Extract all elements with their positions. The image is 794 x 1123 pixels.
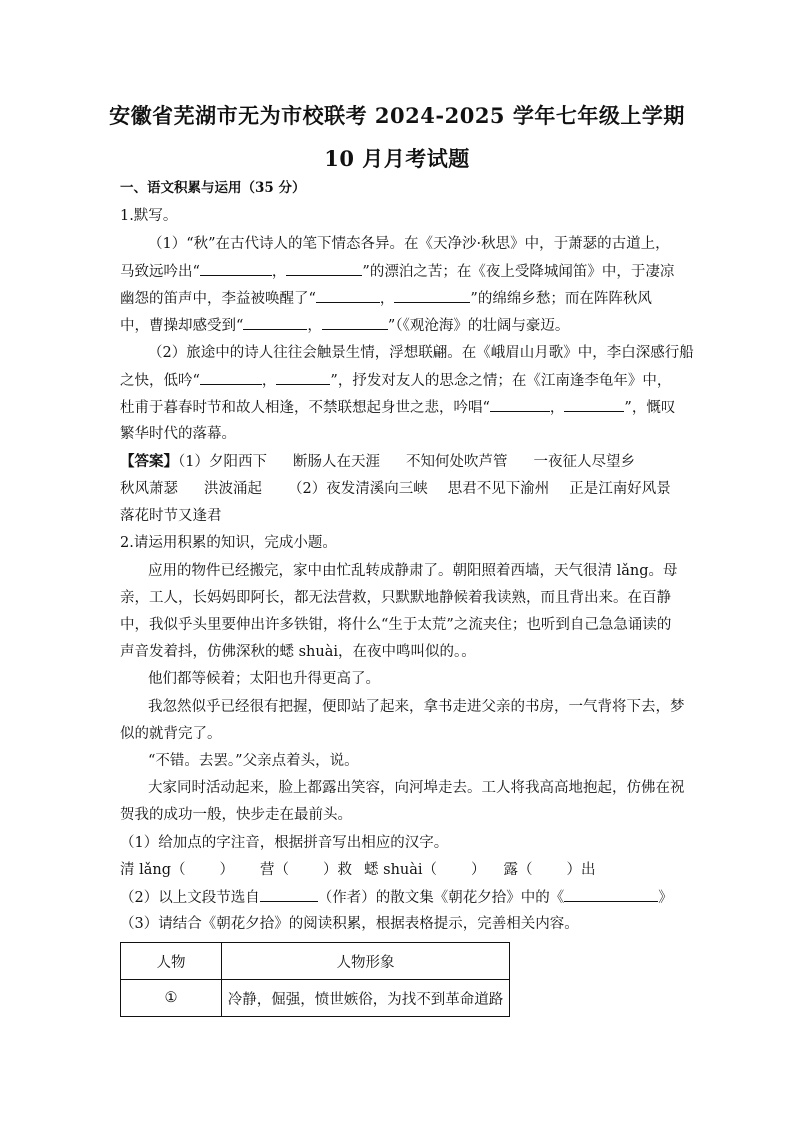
answer-item: 洪波涌起 (204, 481, 262, 497)
answer-item: （2）夜发清溪向三峡 (288, 481, 428, 497)
pinyin-item: 露（ (503, 862, 533, 878)
text: ”（《观沧海》的壮阔与豪迈。 (387, 318, 570, 334)
passage-line: 中，我似乎头里要伸出许多铁钳，将什么“生于太荒”之流夹住；也听到自己急急诵读的 (120, 617, 672, 633)
text: 》 (658, 890, 673, 906)
table-cell: 冷静，倔强，愤世嫉俗，为找不到革命道路 (222, 980, 510, 1017)
passage-line: 贺我的成功一般，快步走在最前头。 (120, 807, 352, 823)
question-1-label: 1.默写。 (120, 208, 178, 224)
table-header-cell: 人物形象 (222, 943, 510, 980)
answer-item: 一夜征人尽望乡 (533, 454, 635, 470)
fill-blank[interactable] (394, 288, 470, 303)
sub-question-3: （3）请结合《朝花夕拾》的阅读积累，根据表格提示，完善相关内容。 (120, 916, 579, 932)
text: ”，抒发对友人的思念之情；在《江南逢李龟年》中， (330, 373, 672, 389)
q1-p2-line3 (120, 397, 680, 418)
sub-question-1-items (120, 860, 680, 880)
answer-item: 断肠人在天涯 (292, 454, 380, 470)
q1-p1-line2 (120, 261, 680, 282)
fill-blank[interactable] (200, 261, 272, 276)
question-2-label: 2.请运用积累的知识，完成小题。 (120, 535, 337, 551)
q1-p2-line4: 繁华时代的落幕。 (120, 426, 236, 442)
text: ） (219, 862, 235, 878)
table-header-row (121, 943, 510, 980)
section-heading: 一、语文积累与运用（35 分） (120, 180, 306, 196)
q1-p1-line4 (120, 315, 680, 336)
fill-blank[interactable] (322, 315, 388, 330)
text: 马致远吟出“ (120, 264, 200, 280)
passage-line: “不错。去罢。”父亲点着头，说。 (148, 753, 359, 769)
answer-line-1 (120, 452, 680, 472)
text: ， (261, 373, 277, 389)
passage-line: 声音发着抖，仿佛深秋的蟋 shuài，在夜中鸣叫似的。。 (120, 644, 476, 660)
page-subtitle: 10 月月考试题 (324, 146, 470, 171)
fill-blank[interactable] (260, 887, 318, 902)
fill-blank[interactable] (490, 397, 550, 412)
table-row (121, 980, 510, 1017)
q1-p1-line3 (120, 288, 680, 309)
text: ， (271, 264, 287, 280)
text: 之快，低吟“ (120, 373, 200, 389)
passage-line: 我忽然似乎已经很有把握，便即站了起来，拿书走进父亲的书房，一气背将下去，梦 (148, 699, 685, 715)
sub-question-1: （1）给加点的字注音，根据拼音写出相应的汉字。 (120, 835, 449, 851)
text: 杜甫于暮春时节和故人相逢，不禁联想起身世之悲，吟唱“ (120, 400, 490, 416)
text: 中，曹操却感受到“ (120, 318, 244, 334)
passage-line: 亲，工人，长妈妈即阿长，都无法营救，只默默地静候着我读熟，而且背出来。在百静 (120, 590, 671, 606)
fill-blank[interactable] (564, 887, 658, 902)
text: （作者）的散文集《朝花夕拾》中的《 (317, 890, 565, 906)
text: ， (307, 318, 322, 334)
text: ， (549, 400, 565, 416)
answer-item: 思君不见下渝州 (447, 481, 550, 497)
text: ”，慨叹 (624, 400, 676, 416)
text: （2）以上文段节选自 (120, 890, 260, 906)
pinyin-item: 营（ (260, 862, 290, 878)
passage-line: 他们都等候着；太阳也升得更高了。 (148, 671, 380, 687)
answer-item: （1）夕阳西下 (178, 454, 267, 470)
text: ）救 (323, 862, 353, 878)
pinyin-item: 清 lǎng（ (120, 862, 186, 878)
sub-question-2 (120, 887, 680, 908)
pinyin-item: 蟋 shuài（ (364, 862, 438, 878)
answer-line-3: 落花时节又逢君 (120, 508, 222, 524)
text: ， (379, 291, 395, 307)
character-table (120, 942, 510, 1017)
passage-line: 似的就背完了。 (120, 726, 222, 742)
text: ）出 (566, 862, 596, 878)
text: 幽怨的笛声中，李益被唤醒了“ (120, 291, 316, 307)
answer-item: 秋风萧瑟 (120, 481, 178, 497)
fill-blank[interactable] (564, 397, 624, 412)
fill-blank[interactable] (276, 370, 330, 385)
text: ”的漂泊之苦；在《夜上受降城闻笛》中，于凄凉 (362, 264, 675, 280)
q1-p1-line1: （1）“秋”在古代诗人的笔下情态各异。在《天净沙·秋思》中，于萧瑟的古道上， (148, 236, 670, 252)
answer-item: 不知何处吹芦管 (405, 454, 508, 470)
passage-line: 大家同时活动起来，脸上都露出笑容，向河埠走去。工人将我高高地抱起，仿佛在祝 (148, 780, 685, 796)
text: ”的绵绵乡愁；而在阵阵秋风 (470, 291, 652, 307)
fill-blank[interactable] (286, 261, 362, 276)
table-cell[interactable]: ① (121, 980, 222, 1017)
fill-blank[interactable] (200, 370, 262, 385)
fill-blank[interactable] (316, 288, 380, 303)
page-title: 安徽省芜湖市无为市校联考 2024-2025 学年七年级上学期 (109, 103, 685, 128)
q1-p2-line2 (120, 370, 680, 391)
q1-p2-line1: （2）旅途中的诗人往往会触景生情，浮想联翩。在《峨眉山月歌》中，李白深感行船 (148, 345, 694, 361)
passage-line: 应用的物件已经搬完，家中由忙乱转成静肃了。朝阳照着西墙，天气很清 lǎng。母 (148, 563, 678, 579)
answer-line-2 (120, 479, 680, 499)
fill-blank[interactable] (243, 315, 307, 330)
text: ） (471, 862, 486, 878)
answer-item: 正是江南好风景 (569, 481, 671, 497)
answer-label: 【答案】 (120, 453, 178, 470)
table-header-cell: 人物 (121, 943, 222, 980)
